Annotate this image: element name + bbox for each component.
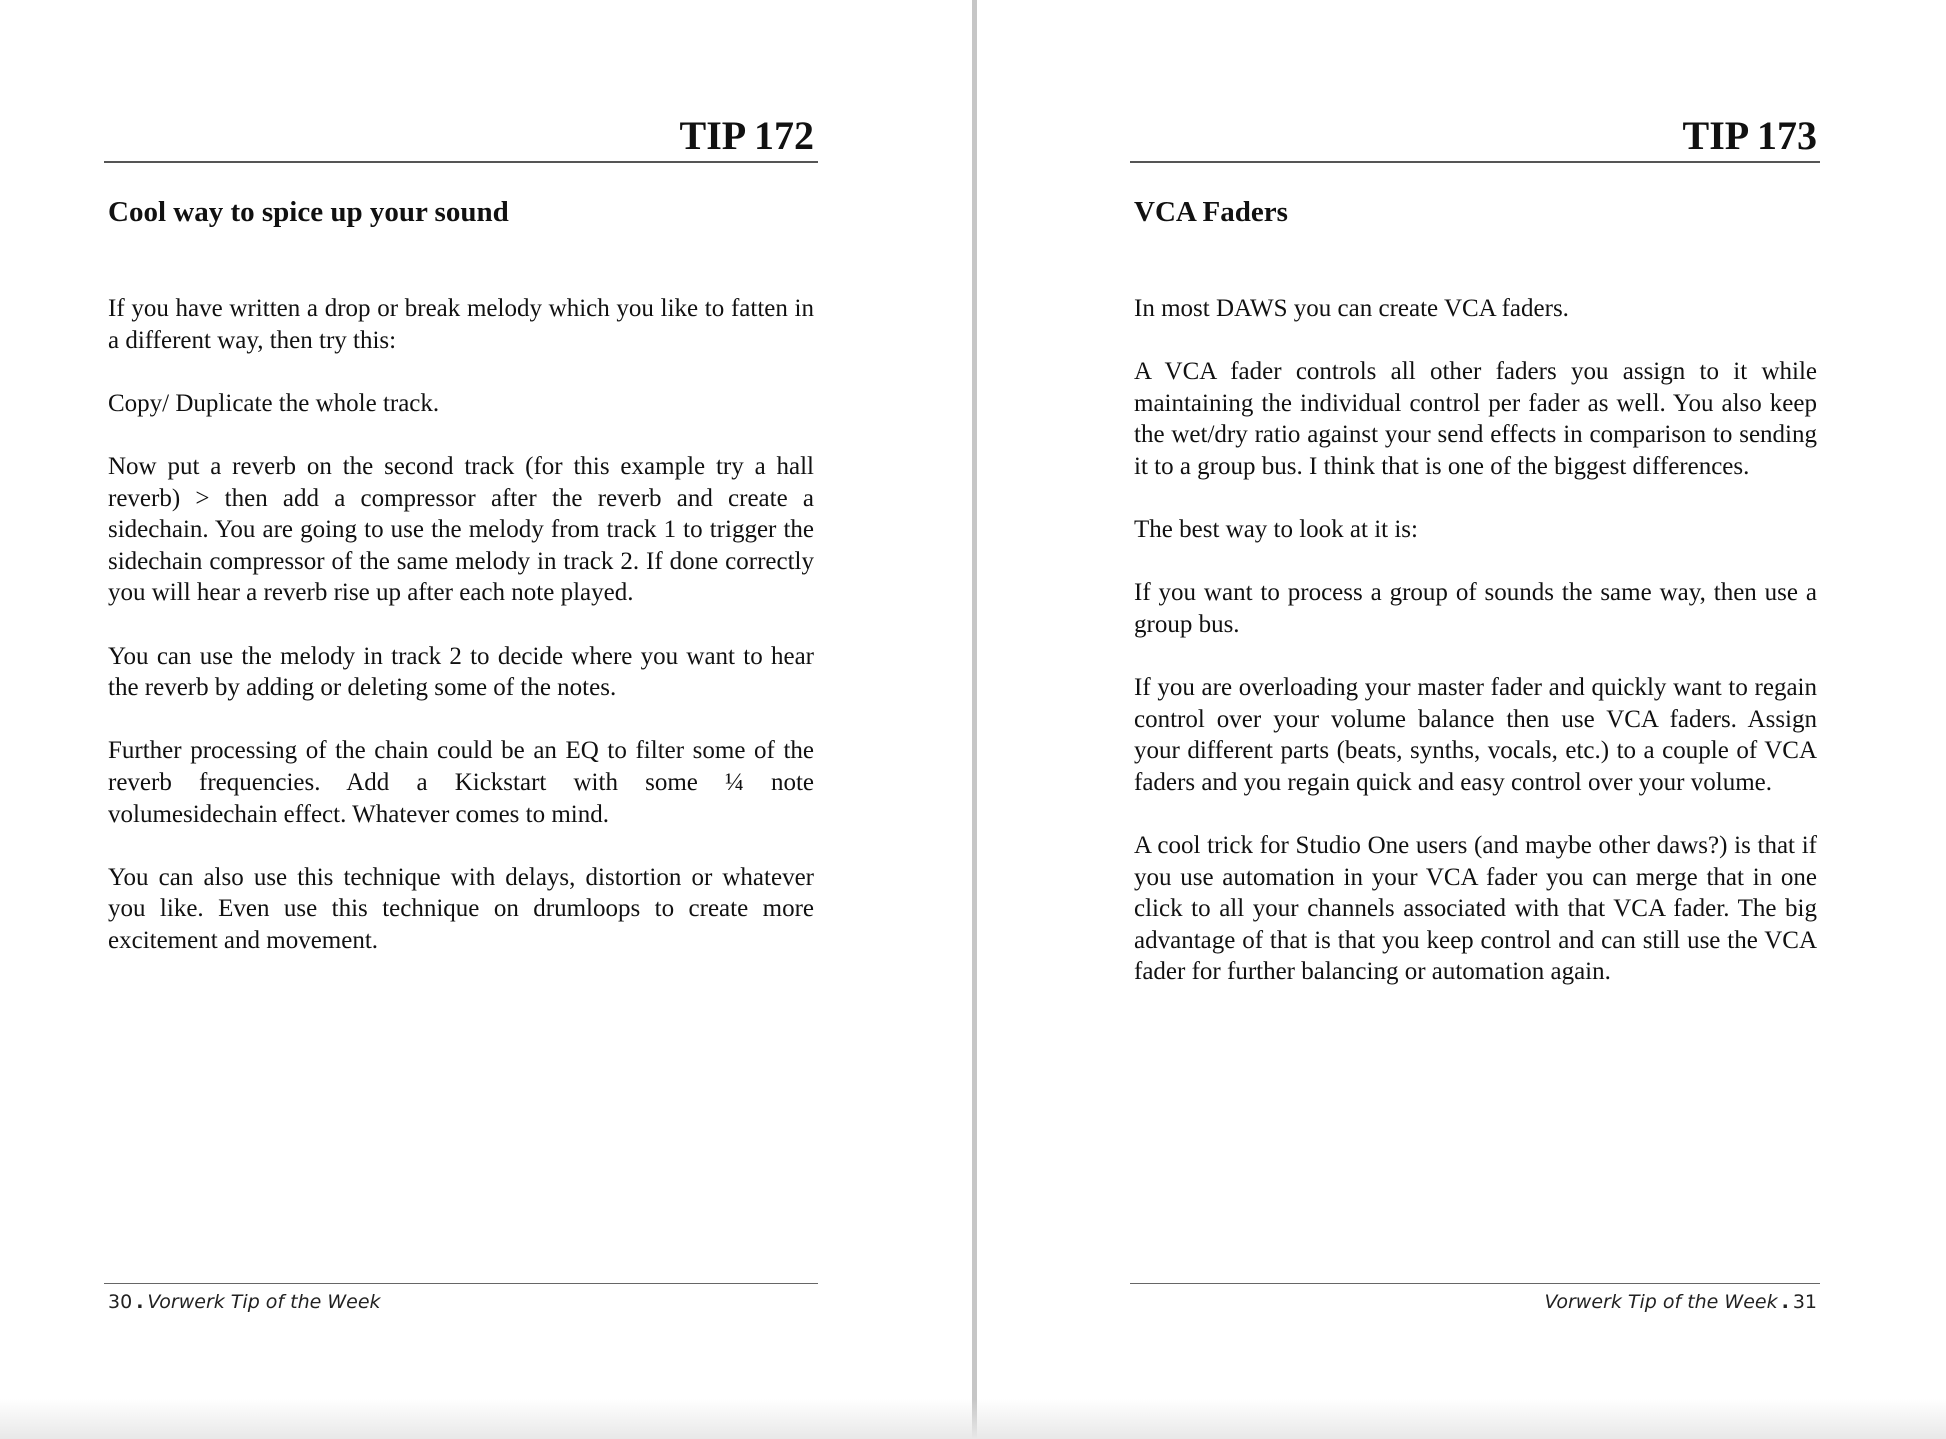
header-divider bbox=[1130, 161, 1820, 163]
left-page bbox=[0, 0, 972, 1439]
paragraph: If you want to process a group of sounds the same way, then use a group bus. bbox=[1134, 579, 1817, 638]
paragraph: You can also use this technique with delays, distortion or whatever you like. Even use this technique on drumloops to create more excitement and movement. bbox=[108, 863, 814, 954]
paragraph: You can use the melody in track 2 to decide where you want to hear the reverb by adding or deleting some of the notes. bbox=[108, 642, 814, 702]
paragraph: A cool trick for Studio One users (and maybe other daws?) is that if you use automation in your VCA fader you can merge that in one click to all your channels associated with that VCA fader. The big advantage of that is that you keep control and can still use the VCA fader for further balancing or automation again. bbox=[1134, 832, 1817, 986]
tip-title: Cool way to spice up your sound bbox=[108, 196, 509, 228]
publication-name: Vorwerk Tip of the Week bbox=[1544, 1291, 1778, 1313]
page-number: 30 bbox=[108, 1291, 133, 1313]
footer-separator: . bbox=[1781, 1291, 1789, 1313]
page-footer bbox=[108, 1290, 381, 1314]
footer-divider bbox=[104, 1283, 818, 1284]
tip-body bbox=[1134, 293, 1817, 1020]
paragraph: If you are overloading your master fader and quickly want to regain control over your volume balance then use VCA faders. Assign your different parts (beats, synths, vocals, etc.) to a couple of VCA faders and you regain quick and easy control over your volume. bbox=[1134, 674, 1817, 796]
tip-number: TIP 173 bbox=[1682, 113, 1817, 158]
tip-title: VCA Faders bbox=[1134, 196, 1288, 228]
header-divider bbox=[104, 161, 818, 163]
paragraph: Copy/ Duplicate the whole track. bbox=[108, 389, 440, 417]
page-footer bbox=[1130, 1290, 1817, 1314]
publication-name: Vorwerk Tip of the Week bbox=[147, 1291, 381, 1313]
paragraph: In most DAWS you can create VCA faders. bbox=[1134, 295, 1569, 322]
paragraph: The best way to look at it is: bbox=[1134, 516, 1418, 544]
tip-body bbox=[108, 293, 814, 988]
right-page bbox=[977, 0, 1946, 1439]
footer-separator: . bbox=[136, 1291, 144, 1313]
paragraph: If you have written a drop or break melody which you like to fatten in a different way, then try this: bbox=[108, 295, 814, 354]
paragraph: Further processing of the chain could be an EQ to filter some of the reverb frequencies. Add a Kickstart with some ¼ note volumesidechain effect. Whatever comes to mind. bbox=[108, 737, 814, 828]
tip-number: TIP 172 bbox=[679, 113, 814, 158]
paragraph: A VCA fader controls all other faders you assign to it while maintaining the individual control per fader as well. You also keep the wet/dry ratio against your send effects in comparison to sending it to a group bus. I think that is one of the biggest differences. bbox=[1134, 358, 1817, 480]
page-number: 31 bbox=[1792, 1291, 1817, 1313]
footer-divider bbox=[1130, 1283, 1820, 1284]
paragraph: Now put a reverb on the second track (for this example try a hall reverb) > then add a compressor after the reverb and create a sidechain. You are going to use the melody from track 1 to trigger the sidechain compressor of the same melody in track 2. If done correctly you will hear a reverb rise up after each note played. bbox=[108, 452, 814, 607]
